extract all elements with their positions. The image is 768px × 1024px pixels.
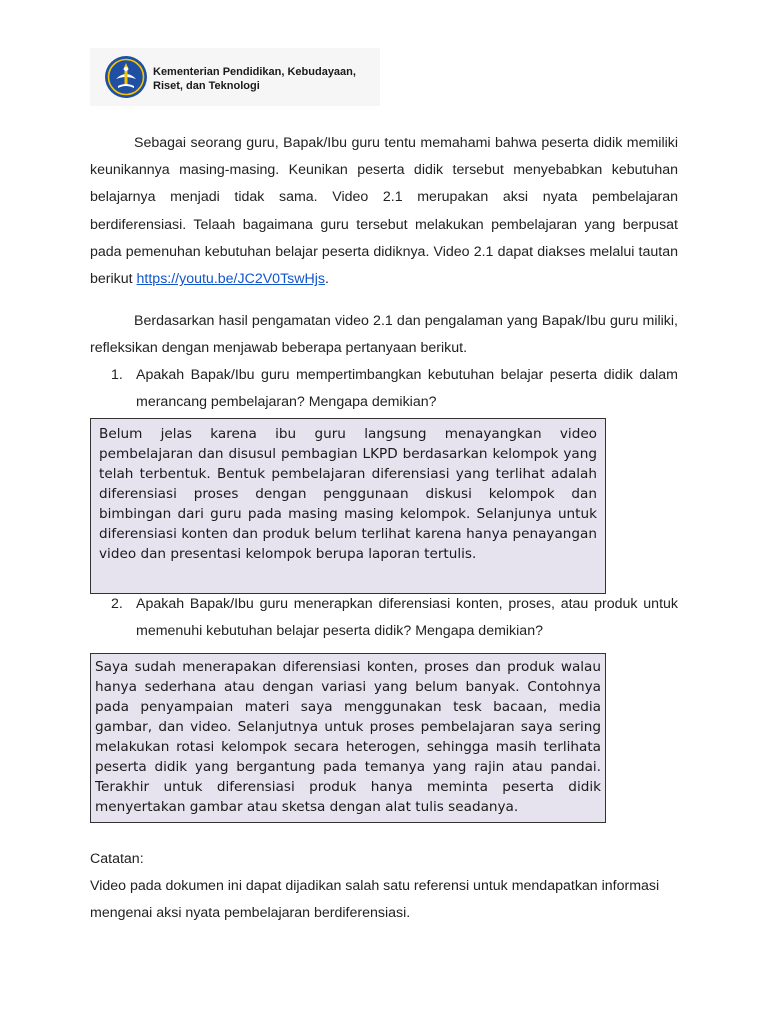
answer-1-box[interactable]: Belum jelas karena ibu guru langsung menayangkan video pembelajaran dan disusul pembagian LKPD berdasarkan kelompok yang telah terbentuk. Bentuk pembelajaran diferensiasi yang terlihat adalah diferensiasi proses dengan penggunaan diskusi kelompok dan bimbingan dari guru pada masing masing kelompok. Selanjunya untuk diferensiasi konten dan produk belum terlihat karena hanya penayangan video dan presentasi kelompok berupa laporan tertulis. — [90, 418, 606, 594]
video-link[interactable]: https://youtu.be/JC2V0TswHjs — [136, 271, 325, 288]
note-title: Catatan: — [90, 851, 144, 867]
tut-wuri-handayani-emblem-icon — [104, 55, 148, 99]
question-2-number: 2. — [111, 596, 123, 612]
intro-period: . — [325, 271, 329, 288]
question-1 — [90, 362, 678, 416]
ministry-name-line-1: Kementerian Pendidikan, Kebudayaan, — [153, 66, 356, 78]
question-1-number: 1. — [111, 367, 123, 383]
answer-2-box[interactable]: Saya sudah menerapakan diferensiasi konten, proses dan produk walau hanya sederhana atau dengan variasi yang belum banyak. Contohnya pada penyampaian materi saya menggunakan tesk bacaan, media gambar, dan video. Selanjutnya untuk proses pembelajaran saya sering melakukan rotasi kelompok secara heterogen, sehingga masih terlihata peserta didik yang bergantung pada temanya yang rajin atau pandai. Terakhir untuk diferensiasi produk hanya meminta peserta didik menyertakan gambar atau sketsa dengan alat tulis seadanya. — [90, 653, 606, 823]
intro-text: Sebagai seorang guru, Bapak/Ibu guru tentu memahami bahwa peserta didik memiliki keunikannya masing-masing. Keunikan peserta didik tersebut menyebabkan kebutuhan belajarnya menjadi tidak sama. Video 2.1 merupakan aksi nyata pembelajaran berdiferensiasi. Telaah bagaimana guru tersebut melakukan pembelajaran yang berpusat pada pemenuhan kebutuhan belajar peserta didiknya. Video 2.1 dapat diakses melalui tautan berikut — [90, 135, 678, 288]
question-1-text: Apakah Bapak/Ibu guru mempertimbangkan kebutuhan belajar peserta didik dalam merancang pembelajaran? Mengapa demikian? — [136, 367, 678, 411]
ministry-name-line-2: Riset, dan Teknologi — [153, 80, 260, 92]
question-2-text: Apakah Bapak/Ibu guru menerapkan diferensiasi konten, proses, atau produk untuk memenuhi kebutuhan belajar peserta didik? Mengapa demikian? — [136, 596, 678, 640]
ministry-name — [153, 65, 378, 93]
note-text: Video pada dokumen ini dapat dijadikan salah satu referensi untuk mendapatkan informasi mengenai aksi nyata pembelajaran berdiferensiasi. — [90, 878, 660, 922]
reflection-intro-paragraph: Berdasarkan hasil pengamatan video 2.1 dan pengalaman yang Bapak/Ibu guru miliki, refleksikan dengan menjawab beberapa pertanyaan berikut. — [90, 313, 678, 357]
intro-paragraph — [90, 130, 678, 293]
question-2 — [90, 591, 678, 645]
ministry-header — [90, 48, 380, 106]
